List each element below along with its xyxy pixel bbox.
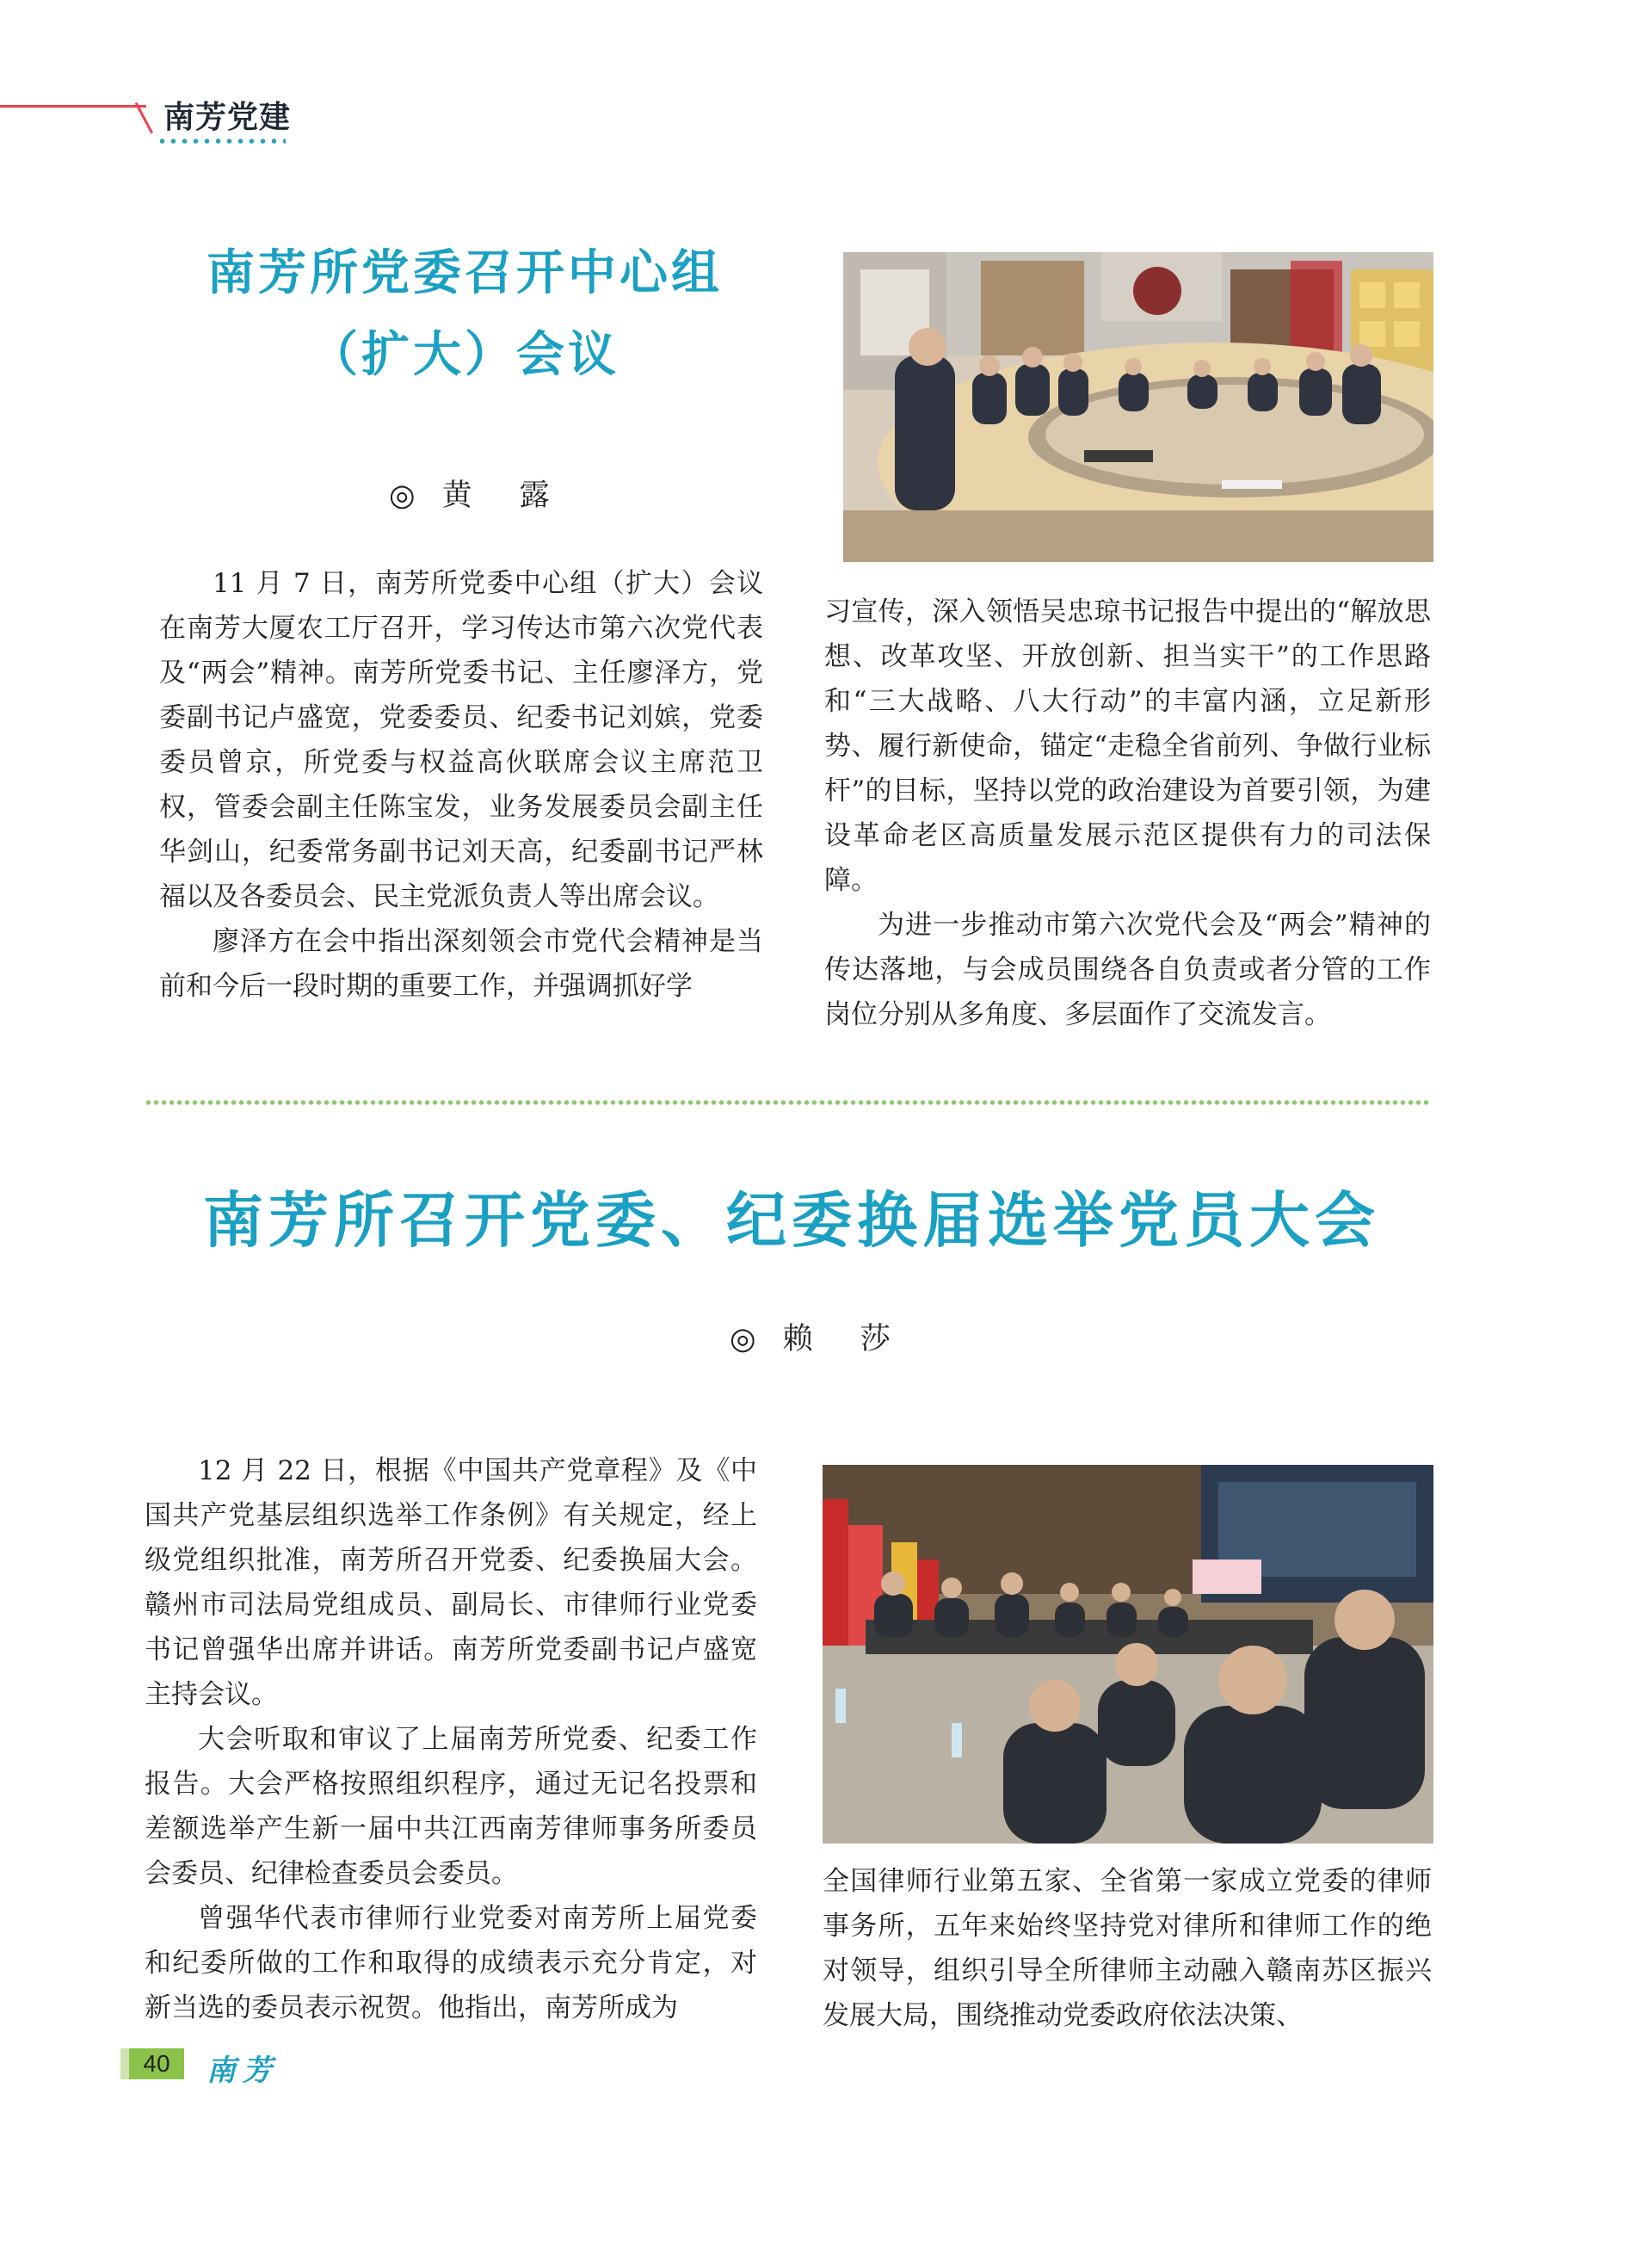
article2-right-column (823, 1859, 1432, 2038)
paragraph: 为进一步推动市第六次党代会及“两会”精神的传达落地，与会成员围绕各自负责或者分管的工作岗位分别从多角度、多层面作了交流发言。 (824, 910, 1431, 1030)
paragraph: 12 月 22 日，根据《中国共产党章程》及《中国共产党基层组织选举工作条例》有关规定，经上级党组织批准，南芳所召开党委、纪委换届大会。赣州市司法局党组成员、副局长、市律师行业党委书记曾强华出席并讲话。南芳所党委副书记卢盛宽主持会议。 (145, 1455, 757, 1710)
header-rule (0, 105, 146, 108)
paragraph: 全国律师行业第五家、全省第一家成立党委的律师事务所，五年来始终坚持党对律所和律师工作的绝对领导，组织引导全所律师主动融入赣南苏区振兴发展大局，围绕推动党委政府依法决策、 (823, 1866, 1432, 2031)
paragraph: 廖泽方在会中指出深刻领会市党代会精神是当前和今后一段时期的重要工作，并强调抓好学 (159, 926, 763, 1002)
article1-author: ◎ 黄 露 (389, 479, 558, 513)
meeting-photo-assembly (823, 1465, 1433, 1844)
article-divider (145, 1098, 1428, 1107)
page-number-bar (120, 2048, 129, 2079)
section-title: 南芳党建 (163, 100, 292, 135)
article2-author: ◎ 赖 莎 (730, 1322, 899, 1356)
paragraph: 大会听取和审议了上届南芳所党委、纪委工作报告。大会严格按照组织程序，通过无记名投票和差额选举产生新一届中共江西南芳律师事务所委员会委员、纪律检查委员会委员。 (145, 1724, 757, 1889)
paragraph: 11 月 7 日，南芳所党委中心组（扩大）会议在南芳大厦农工厅召开，学习传达市第六次党代表及“两会”精神。南芳所党委书记、主任廖泽方，党委副书记卢盛宽，党委委员、纪委书记刘嫔，党委委员曾京，所党委与权益高伙联席会议主席范卫权，管委会副主任陈宝发，业务发展委员会副主任华剑山，纪委常务副书记刘天高，纪委副书记严林福以及各委员会、民主党派负责人等出席会议。 (159, 568, 763, 912)
article1-left-column (159, 561, 763, 1009)
page-number: 40 (129, 2048, 184, 2079)
article1-title-line1: 南芳所党委召开中心组 (206, 245, 723, 301)
article2-left-column (145, 1448, 757, 2030)
magazine-name: 南芳 (206, 2054, 279, 2088)
paragraph: 曾强华代表市律师行业党委对南芳所上届党委和纪委所做的工作和取得的成绩表示充分肯定，对新当选的委员表示祝贺。他指出，南芳所成为 (145, 1903, 757, 2023)
meeting-photo-roundtable (843, 252, 1433, 562)
article2-title: 南芳所召开党委、纪委换届选举党员大会 (203, 1185, 1380, 1256)
paragraph: 习宣传，深入领悟吴忠琼书记报告中提出的“解放思想、改革攻坚、开放创新、担当实干”的工作思路和“三大战略、八大行动”的丰富内涵，立足新形势、履行新使命，锚定“走稳全省前列、争做行业标杆”的目标，坚持以党的政治建设为首要引领，为建设革命老区高质量发展示范区提供有力的司法保障。 (824, 596, 1431, 896)
article1-title-line2: （扩大）会议 (310, 327, 620, 383)
article1-right-column (824, 590, 1431, 1037)
header-dots-decoration (157, 138, 286, 145)
